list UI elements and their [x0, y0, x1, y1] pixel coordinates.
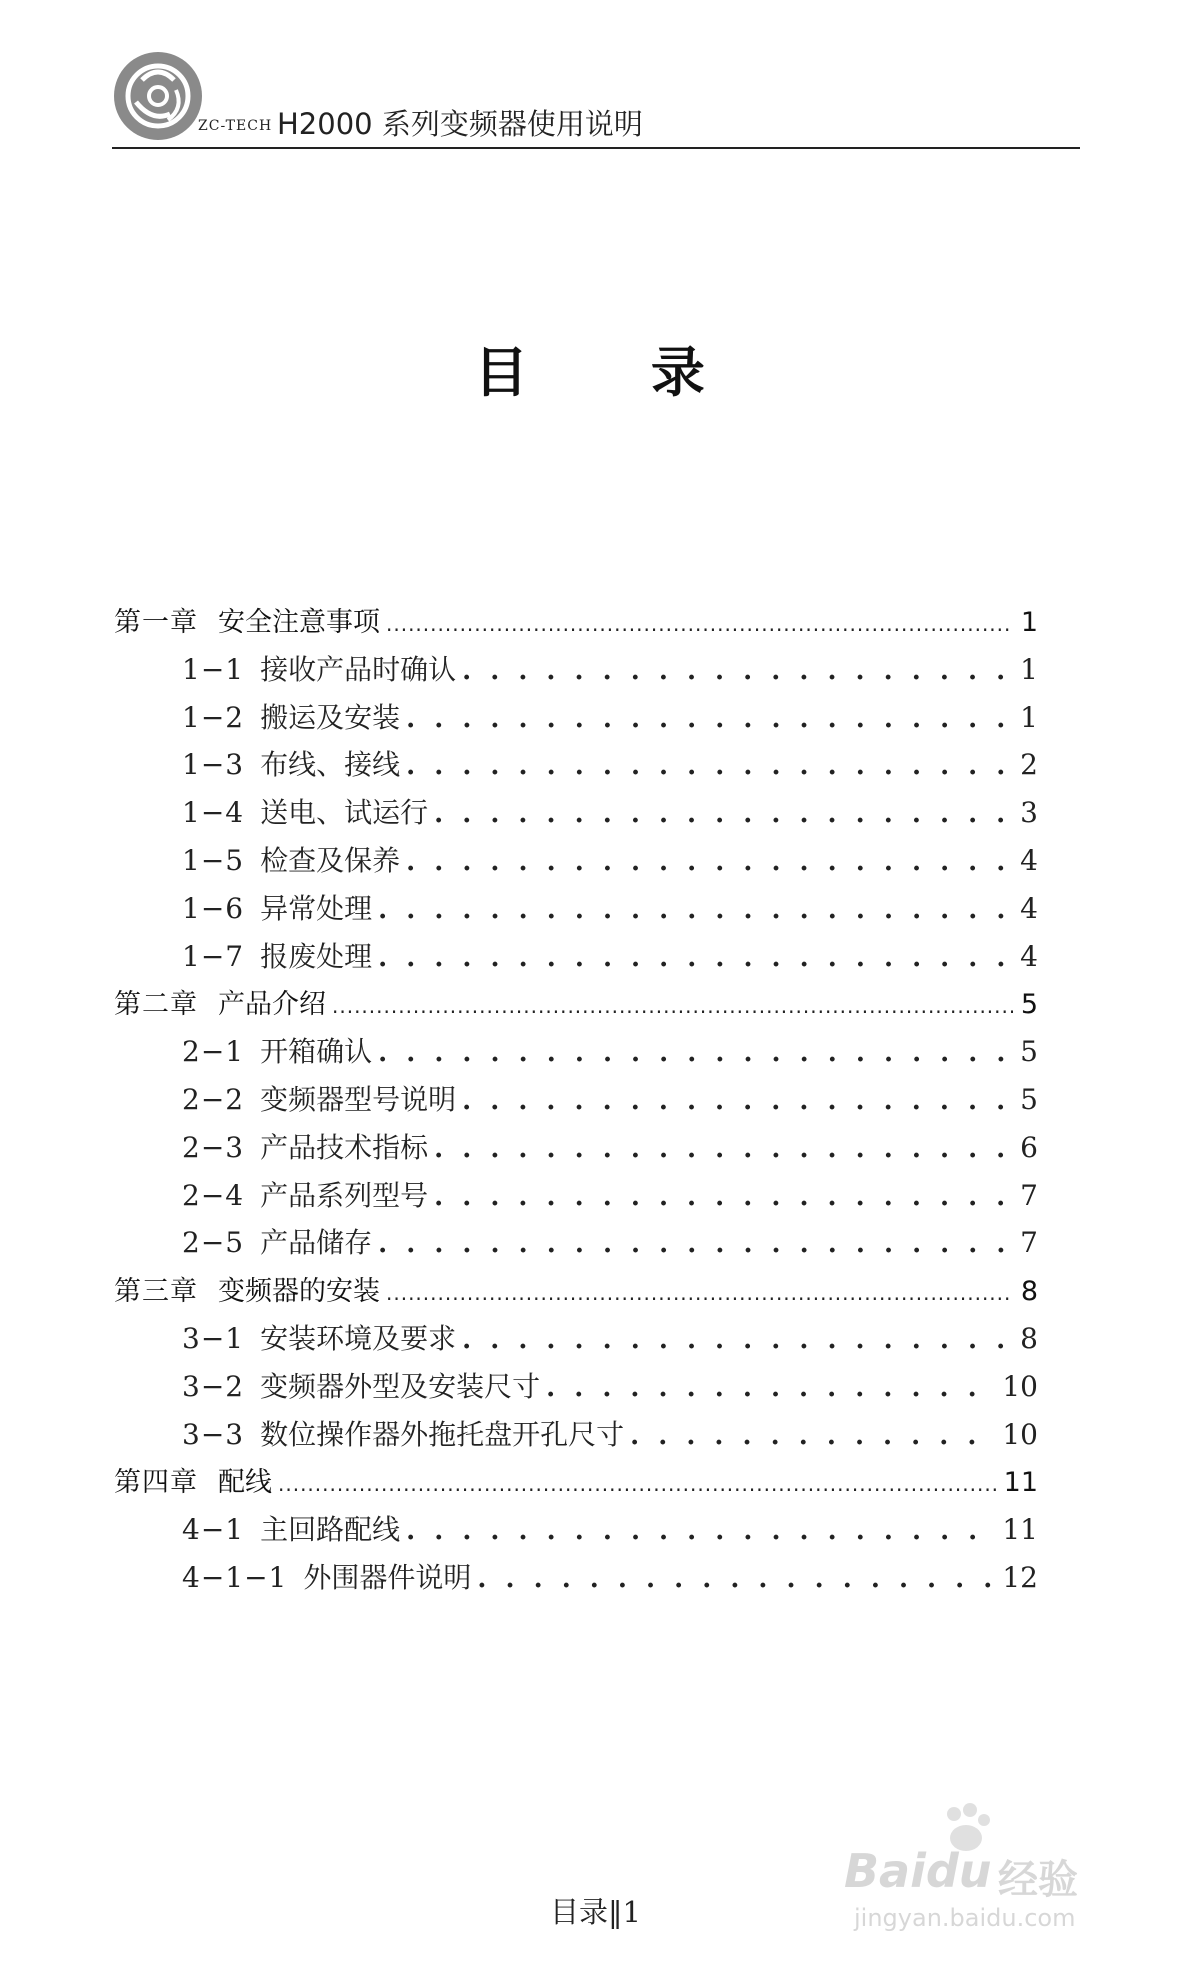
toc-page-number: 7	[1020, 1179, 1038, 1212]
toc-dot-leader	[477, 1561, 994, 1594]
page-footer: 目录‖1	[550, 1895, 641, 1929]
toc-entry-number: 1−4	[182, 796, 245, 829]
header-title: H2000 系列变频器使用说明	[277, 107, 643, 141]
toc-entry-title: 检查及保养	[260, 844, 401, 877]
toc-page-number: 5	[1020, 989, 1038, 1020]
toc-entry-title: 搬运及安装	[260, 701, 401, 734]
toc-entry-title: 数位操作器外拖托盘开孔尺寸	[260, 1418, 625, 1451]
toc-entry-number: 2−4	[182, 1179, 245, 1212]
toc-section-row	[182, 1413, 1038, 1453]
toc-entry-number: 第一章	[114, 607, 198, 638]
toc-section-row	[182, 791, 1038, 831]
toc-entry-number: 3−2	[182, 1370, 245, 1403]
toc-entry-number: 2−1	[182, 1035, 245, 1068]
toc-entry-number: 2−2	[182, 1083, 245, 1116]
toc-entry-title: 布线、接线	[260, 748, 401, 781]
toc-chapter-row	[114, 1269, 1038, 1309]
toc-entry-number: 4−1	[182, 1513, 245, 1546]
toc-chapter-row	[114, 1460, 1038, 1500]
watermark-label: 经验	[998, 1857, 1078, 1903]
toc-page-number: 1	[1020, 701, 1038, 734]
toc-section-row	[182, 1508, 1038, 1548]
toc-dot-leader	[378, 892, 1012, 925]
toc-dot-leader	[278, 1467, 996, 1498]
toc-section-row	[182, 1126, 1038, 1166]
toc-dot-leader	[546, 1370, 994, 1403]
toc-section-row	[182, 743, 1038, 783]
toc-dot-leader	[630, 1418, 994, 1451]
page-title: 目 录	[474, 341, 757, 404]
toc-entry-number: 3−3	[182, 1418, 245, 1451]
toc-page-number: 5	[1020, 1035, 1038, 1068]
toc-page-number: 4	[1020, 892, 1038, 925]
toc-entry-title: 送电、试运行	[260, 796, 429, 829]
toc-dot-leader	[386, 607, 1013, 638]
watermark-url: jingyan.baidu.com	[854, 1904, 1076, 1932]
toc-section-row	[182, 839, 1038, 879]
toc-page-number: 6	[1020, 1131, 1038, 1164]
toc-page-number: 10	[1002, 1370, 1038, 1403]
toc-entry-title: 产品介绍	[218, 989, 326, 1020]
toc-section-row	[182, 1317, 1038, 1357]
toc-entry-number: 2−5	[182, 1226, 245, 1259]
toc-section-row	[182, 935, 1038, 975]
toc-entry-title: 异常处理	[260, 892, 373, 925]
toc-entry-title: 变频器外型及安装尺寸	[260, 1370, 541, 1403]
toc-section-row	[182, 1221, 1038, 1261]
toc-section-row	[182, 1030, 1038, 1070]
toc-page-number: 4	[1020, 940, 1038, 973]
toc-entry-title: 产品储存	[260, 1226, 373, 1259]
toc-entry-number: 1−1	[182, 653, 245, 686]
toc-chapter-row	[114, 982, 1038, 1022]
toc-dot-leader	[406, 701, 1012, 734]
toc-section-row	[182, 1556, 1038, 1596]
toc-section-row	[182, 1078, 1038, 1118]
toc-entry-title: 安全注意事项	[218, 607, 380, 638]
toc-dot-leader	[378, 1035, 1012, 1068]
toc-entry-title: 配线	[218, 1467, 272, 1498]
toc-entry-title: 接收产品时确认	[260, 653, 457, 686]
toc-dot-leader	[406, 844, 1012, 877]
toc-page-number: 3	[1020, 796, 1038, 829]
toc-entry-title: 安装环境及要求	[260, 1322, 457, 1355]
toc-page-number: 12	[1002, 1561, 1038, 1594]
toc-entry-title: 外围器件说明	[303, 1561, 472, 1594]
page-header	[112, 40, 1080, 150]
toc-page-number: 2	[1020, 748, 1038, 781]
toc-entry-title: 开箱确认	[260, 1035, 373, 1068]
toc-page-number: 1	[1020, 653, 1038, 686]
company-logo	[112, 50, 204, 142]
baidu-watermark	[840, 1800, 1160, 1940]
toc-entry-number: 1−2	[182, 701, 245, 734]
watermark-brand: Baidu	[844, 1844, 992, 1898]
toc-entry-title: 报废处理	[260, 940, 373, 973]
toc-page-number: 1	[1020, 607, 1038, 638]
toc-entry-number: 3−1	[182, 1322, 245, 1355]
toc-dot-leader	[434, 1179, 1012, 1212]
toc-section-row	[182, 1174, 1038, 1214]
toc-entry-number: 第三章	[114, 1276, 198, 1307]
toc-dot-leader	[332, 989, 1013, 1020]
toc-page-number: 10	[1002, 1418, 1038, 1451]
toc-page-number: 8	[1020, 1276, 1038, 1307]
toc-entry-number: 第四章	[114, 1467, 198, 1498]
toc-dot-leader	[406, 748, 1012, 781]
toc-page-number: 11	[1002, 1513, 1038, 1546]
toc-entry-title: 主回路配线	[260, 1513, 401, 1546]
toc-page-number: 11	[1003, 1467, 1038, 1498]
toc-section-row	[182, 887, 1038, 927]
toc-chapter-row	[114, 600, 1038, 640]
toc-page-number: 5	[1020, 1083, 1038, 1116]
toc-dot-leader	[378, 940, 1012, 973]
toc-entry-number: 第二章	[114, 989, 198, 1020]
toc-section-row	[182, 696, 1038, 736]
toc-entry-title: 产品系列型号	[260, 1179, 429, 1212]
toc-dot-leader	[378, 1226, 1012, 1259]
toc-dot-leader	[434, 796, 1012, 829]
toc-page-number: 8	[1020, 1322, 1038, 1355]
toc-page-number: 4	[1020, 844, 1038, 877]
toc-page-number: 7	[1020, 1226, 1038, 1259]
toc-entry-number: 1−6	[182, 892, 245, 925]
toc-dot-leader	[386, 1276, 1013, 1307]
toc-dot-leader	[462, 653, 1012, 686]
toc-dot-leader	[434, 1131, 1012, 1164]
header-rule	[112, 147, 1080, 149]
toc-entry-number: 2−3	[182, 1131, 245, 1164]
header-brand: ZC-TECH	[198, 118, 273, 134]
toc-entry-title: 变频器型号说明	[260, 1083, 457, 1116]
toc-dot-leader	[462, 1322, 1012, 1355]
toc-dot-leader	[406, 1513, 994, 1546]
toc-section-row	[182, 1365, 1038, 1405]
toc-entry-title: 变频器的安装	[218, 1276, 380, 1307]
toc-section-row	[182, 648, 1038, 688]
toc-entry-number: 1−5	[182, 844, 245, 877]
toc-entry-number: 1−3	[182, 748, 245, 781]
toc-dot-leader	[462, 1083, 1012, 1116]
toc-entry-title: 产品技术指标	[260, 1131, 429, 1164]
toc-entry-number: 4−1−1	[182, 1561, 288, 1594]
toc-entry-number: 1−7	[182, 940, 245, 973]
